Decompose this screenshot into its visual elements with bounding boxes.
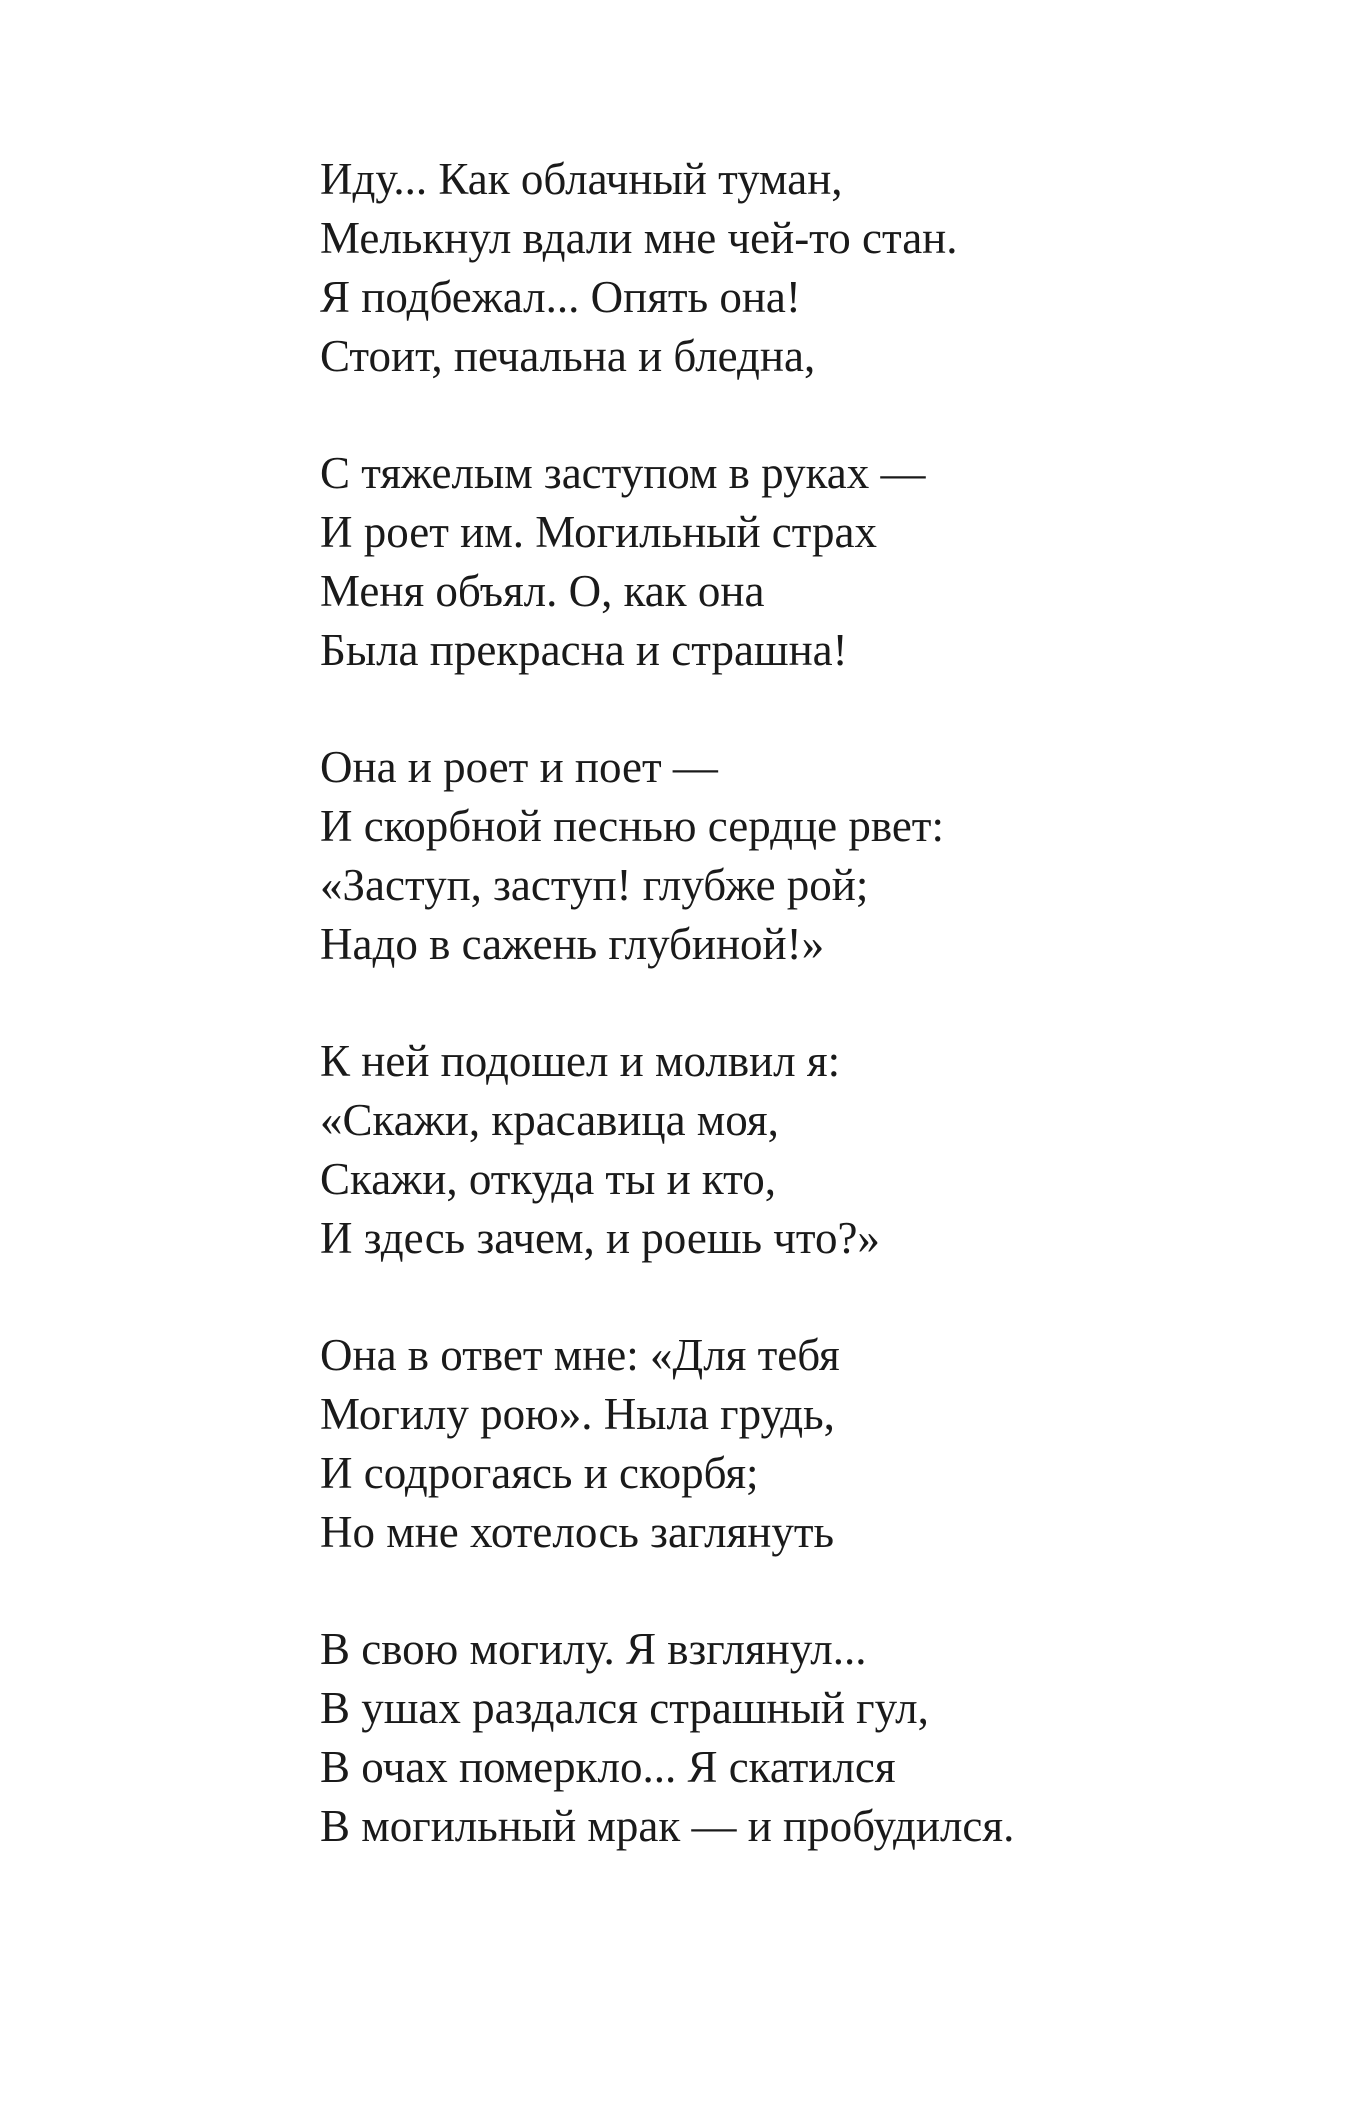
- poem-line: И скорбной песнью сердце рвет:: [320, 801, 944, 851]
- poem-line: «Заступ, заступ! глубже рой;: [320, 860, 869, 910]
- poem-line: И здесь зачем, и роешь что?»: [320, 1213, 880, 1263]
- stanza-2: [320, 444, 1280, 680]
- poem-line: В ушах раздался страшный гул,: [320, 1683, 929, 1733]
- poem-text: [320, 150, 1280, 1914]
- stanza-4: [320, 1032, 1280, 1268]
- poem-line: Иду... Как облачный туман,: [320, 154, 843, 204]
- poem-line: В свою могилу. Я взглянул...: [320, 1624, 867, 1674]
- poem-line: Надо в сажень глубиной!»: [320, 919, 825, 969]
- poem-line: Меня объял. О, как она: [320, 566, 765, 616]
- stanza-6: [320, 1620, 1280, 1856]
- poem-line: Стоит, печальна и бледна,: [320, 331, 816, 381]
- poem-line: И содрогаясь и скорбя;: [320, 1448, 759, 1498]
- poem-line: В могильный мрак — и пробудился.: [320, 1801, 1015, 1851]
- poem-line: Но мне хотелось заглянуть: [320, 1507, 835, 1557]
- poem-line: В очах померкло... Я скатился: [320, 1742, 896, 1792]
- stanza-3: [320, 738, 1280, 974]
- poem-line: И роет им. Могильный страх: [320, 507, 877, 557]
- poem-line: Я подбежал... Опять она!: [320, 272, 801, 322]
- poem-line: Она в ответ мне: «Для тебя: [320, 1330, 840, 1380]
- poem-line: Мелькнул вдали мне чей-то стан.: [320, 213, 958, 263]
- poem-line: Могилу рою». Ныла грудь,: [320, 1389, 835, 1439]
- stanza-5: [320, 1326, 1280, 1562]
- poem-line: Скажи, откуда ты и кто,: [320, 1154, 776, 1204]
- poem-line: С тяжелым заступом в руках —: [320, 448, 926, 498]
- poem-line: «Скажи, красавица моя,: [320, 1095, 779, 1145]
- poem-line: Она и роет и поет —: [320, 742, 718, 792]
- poem-line: Была прекрасна и страшна!: [320, 625, 848, 675]
- stanza-1: [320, 150, 1280, 386]
- poem-line: К ней подошел и молвил я:: [320, 1036, 841, 1086]
